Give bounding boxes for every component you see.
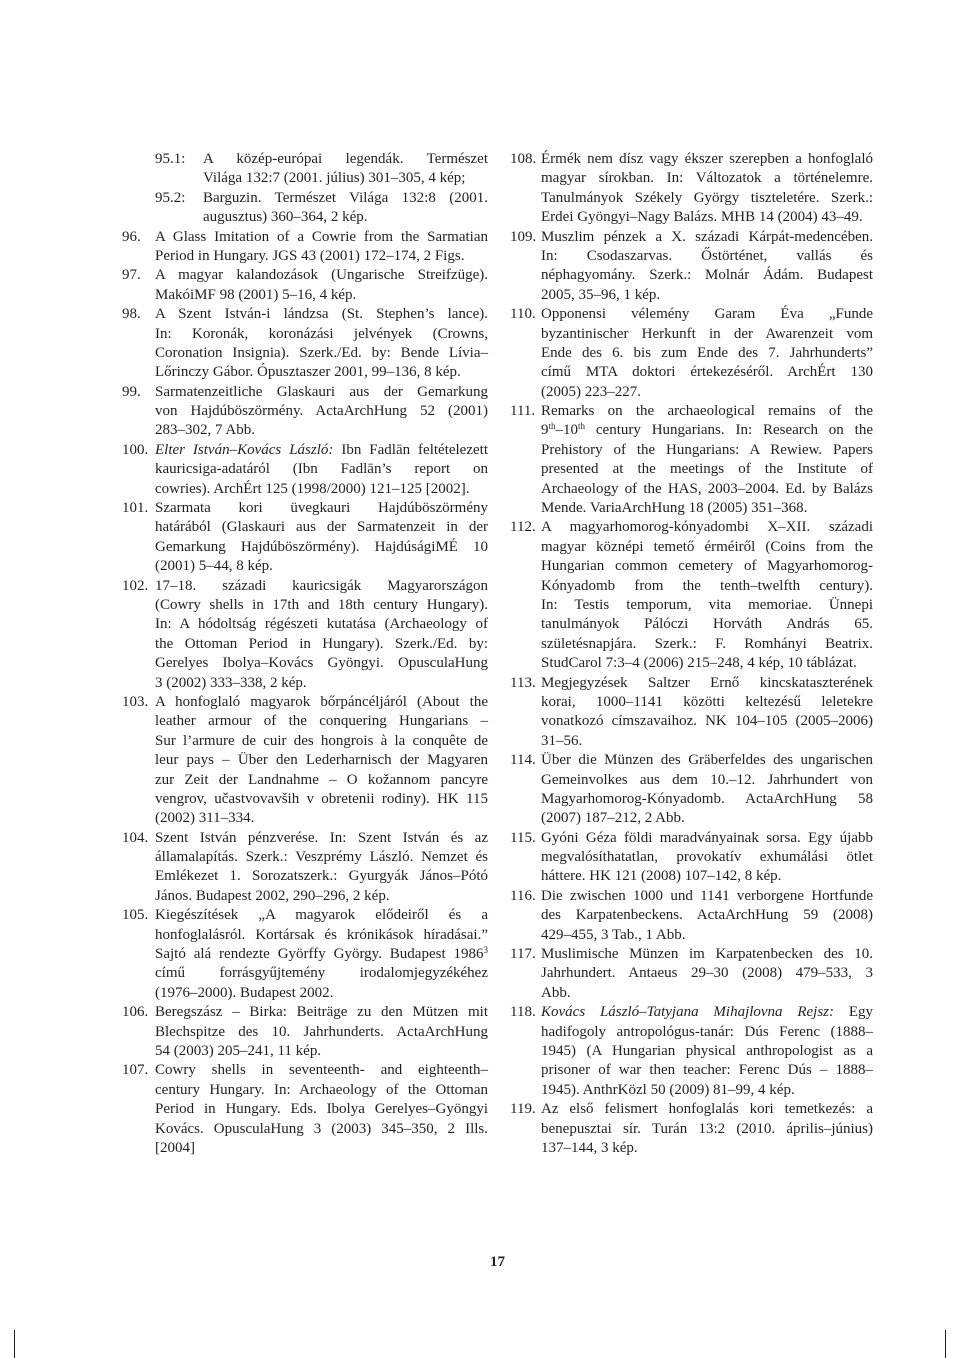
superscript: th [548,421,556,432]
entry-text [541,305,873,402]
entry-line: Beregszász – Birka: Beiträge zu den Mützen mit [155,1004,488,1021]
entry-line: Gemeinvolkes aus dem 10.–12. Jahrhundert von [541,771,873,788]
entry-line [155,945,488,964]
entry-line: A magyar kalandozások (Ungarische Streifzüge). [155,267,488,284]
entry-line: Erdei Gyöngyi–Nagy Balázs. MHB 14 (2004) 43–49. [541,209,863,226]
entry-line: augusztus) 360–364, 2 kép. [203,209,368,226]
entry-line: A Szent István-i lándzsa (St. Stephen’s lance). [155,306,488,323]
entry-line: Archaeology of the HAS, 2003–2004. Ed. by Balázs [541,480,873,497]
entry-number: 100. [122,441,149,458]
entry-line: cowries). ArchÉrt 125 (1998/2000) 121–125 [2002]. [155,480,470,497]
entry-text [541,1100,873,1158]
entry-line: Szent István pénzverése. In: Szent István és az [155,829,488,846]
entry-number: 117. [510,946,536,963]
bibliography-entry [510,674,873,752]
entry-line: Prehistory of the Hungarians: A Rewiew. Papers [541,441,873,458]
entry-line: Magyarhomorog-Kónyadomb. ActaArchHung 58 [541,790,873,807]
entry-line: Die zwischen 1000 und 1141 verborgene Hortfunde [541,887,873,904]
entry-number: 106. [122,1004,149,1021]
entry-text [155,1003,488,1061]
entry-line: the Ottoman Period in Hungary). Szerk./Ed. by: [155,635,488,652]
left-column [122,150,488,1158]
entry-line: Érmék nem dísz vagy ékszer szerepben a honfoglaló [541,151,873,167]
bibliography-entry [122,1061,488,1158]
entry-number: 107. [122,1062,149,1079]
entry-line: korai, 1000–1141 közötti keltezésű leletekre [541,693,873,710]
bibliography-entry [155,189,488,228]
entry-text [203,189,488,228]
entry-line: Jahrhundert. Antaeus 29–30 (2008) 479–533, 3 [541,965,873,982]
entry-line: 54 (2003) 205–241, 11 kép. [155,1042,322,1059]
text-run: 9 [541,422,549,439]
entry-line [155,441,488,460]
bibliography-entry [510,887,873,945]
entry-number: 97. [122,267,141,284]
entry-line: MakóiMF 98 (2001) 5–16, 4 kép. [155,286,357,303]
crop-mark [945,1330,946,1358]
entry-number: 118. [510,1004,536,1021]
entry-line: című forrásgyűjtemény irodalomjegyzékéhez [155,965,488,982]
entry-line: In: A hódoltság régészeti kutatása (Archaeology of [155,616,488,633]
entry-text [155,441,488,499]
bibliography-entry [510,1003,873,1100]
entry-line: leur pays – Über den Lederharnisch der Magyaren [155,752,488,769]
text-run: Egy [834,1004,873,1021]
entry-text [155,383,488,441]
entry-number: 101. [122,500,149,517]
entry-line: Sur l’armure de cuir des hongrois à la conquête de [155,732,488,749]
entry-text [155,305,488,383]
entry-line: 17–18. századi kauricsigák Magyarországon [155,577,488,594]
bibliography-entry [122,305,488,383]
entry-line: century Hungary. In: Archaeology of the Ottoman [155,1081,488,1098]
entry-text [541,518,873,673]
entry-line: Period in Hungary. Eds. Ibolya Gerelyes–Gyöngyi [155,1101,488,1118]
entry-line: államalapítás. Szerk.: Veszprémy László. Nemzet és [155,849,488,866]
entry-line: János. Budapest 2002, 290–296, 2 kép. [155,887,390,904]
entry-line: A közép-európai legendák. Természet [203,151,488,167]
bibliography-entry [155,150,488,189]
crop-mark [14,1330,15,1358]
entry-text [541,829,873,887]
entry-line: (2001) 5–44, 8 kép. [155,558,273,575]
entry-text [541,751,873,829]
entry-line: StudCarol 7:3–4 (2006) 215–248, 4 kép, 10 táblázat. [541,655,857,672]
entry-line: Blechspitze des 10. Jahrhunderts. ActaArchHung [155,1023,488,1040]
bibliography-entry [122,693,488,829]
entry-line: Gemarkung Hajdúböszörmény). HajdúságiMÉ 10 [155,538,488,555]
entry-number: 96. [122,228,141,245]
entry-line: néphagyomány. Szerk.: Molnár Ádám. Budapest [541,267,873,284]
entry-line: Az első felismert honfoglalás kori temetkezés: a [541,1101,873,1118]
entry-line: [2004] [155,1139,195,1156]
bibliography-entry [122,829,488,907]
entry-text [541,887,873,945]
text-run: Sajtó alá rendezte Györffy György. Budapest 1986 [155,946,484,963]
entry-line: Kónyadomb from the tenth–twelfth century). [541,577,873,594]
entry-line: háttere. HK 121 (2008) 107–142, 8 kép. [541,868,782,885]
entry-number: 111. [510,403,536,420]
entry-line: A Glass Imitation of a Cowrie from the Sarmatian [155,228,488,245]
bibliography-entry [510,228,873,306]
entry-line: (1976–2000). Budapest 2002. [155,984,334,1001]
entry-line: A honfoglaló magyarok bőrpáncéljáról (About the [155,693,488,710]
entry-number: 99. [122,383,141,400]
entry-line: 137–144, 3 kép. [541,1139,638,1156]
entry-line: tanulmányok Pálóczi Horváth András 65. [541,616,873,633]
bibliography-entry [122,441,488,499]
bibliography-entry [510,1100,873,1158]
entry-line: von Hajdúböszörmény. ActaArchHung 52 (2001) [155,403,488,420]
entry-line: leather armour of the conquering Hungarians – [155,713,488,730]
bibliography-entry [510,402,873,518]
bibliography-entry [510,150,873,228]
entry-line: Gerelyes Ibolya–Kovács Gyöngyi. OpusculaHung [155,655,488,672]
superscript: th [578,421,586,432]
entry-line: prisoner of war then teacher: Ferenc Dús – 1888– [541,1062,873,1079]
entry-number: 112. [510,519,536,536]
entry-line: 1945). AnthrKözl 50 (2009) 81–99, 4 kép. [541,1081,795,1098]
entry-number: 102. [122,577,149,594]
entry-text [155,228,488,267]
entry-line: 31–56. [541,732,583,749]
entry-text [541,1003,873,1100]
entry-number: 103. [122,693,149,710]
entry-line: Gyóni Géza földi maradványainak sorsa. Egy újabb [541,829,873,846]
entry-line: Mende. VariaArchHung 18 (2005) 351–368. [541,500,808,517]
entry-number: 109. [510,228,537,245]
entry-line: des Karpatenbeckens. ActaArchHung 59 (2008) [541,907,873,924]
entry-number: 104. [122,829,149,846]
bibliography-entry [510,751,873,829]
entry-line: Abb. [541,984,571,1001]
entry-line: Világa 132:7 (2001. július) 301–305, 4 kép; [203,170,466,187]
entry-line: zur Zeit der Landnahme – O kožannom pancyre [155,771,488,788]
bibliography-entry [122,383,488,441]
entry-text [155,266,488,305]
entry-line: Sarmatenzeitliche Glaskauri aus der Gemarkung [155,383,488,400]
entry-line: vonatkozó címszavaihoz. NK 104–105 (2005–2006) [541,713,873,730]
entry-line: (2007) 187–212, 2 Abb. [541,810,685,827]
superscript: 3 [483,945,488,956]
entry-line: (Cowry shells in 17th and 18th century Hungary). [155,596,488,613]
entry-text [155,829,488,907]
entry-number: 116. [510,887,536,904]
bibliography-entry [122,577,488,693]
bibliography-entry [122,499,488,577]
entry-text [541,402,873,518]
bibliography-entry [122,228,488,267]
entry-line: In: Csodaszarvas. Őstörténet, vallás és [541,247,873,264]
entry-line: vengrov, učastvovavših v obretenii rodiny). HK 115 [155,790,488,807]
entry-text [155,1061,488,1158]
entry-line: 283–302, 7 Abb. [155,422,256,439]
entry-line: 429–455, 3 Tab., 1 Abb. [541,926,686,943]
entry-number: 113. [510,674,536,691]
entry-text [541,674,873,752]
entry-number: 114. [510,752,536,769]
entry-line: Cowry shells in seventeenth- and eighteenth– [155,1062,488,1079]
entry-line: presented at the meetings of the Institute of [541,461,873,478]
entry-number: 119. [510,1101,536,1118]
page-number: 17 [490,1254,505,1270]
entry-line: 1945) (A Hungarian physical anthropologist as a [541,1042,873,1059]
entry-line: Coronation Insignia). Szerk./Ed. by: Bende Lívia– [155,344,488,361]
entry-line: 2005, 35–96, 1 kép. [541,286,661,303]
author-names: Kovács László–Tatyjana Mihajlovna Rejsz: [541,1004,835,1021]
entry-number: 98. [122,306,141,323]
entry-number: 95.2: [155,189,186,206]
bibliography-entry [122,266,488,305]
bibliography-entry [122,1003,488,1061]
entry-number: 105. [122,907,149,924]
text-run: Ibn Fadlān feltételezett [333,441,488,458]
entry-line: magyar sírokban. In: Változatok a történelemre. [541,170,873,187]
right-column [510,150,873,1158]
bibliography-entry [122,906,488,1003]
entry-text [541,150,873,228]
entry-line: Szarmata kori üvegkauri Hajdúböszörmény [155,500,488,517]
entry-line: benepusztai sír. Turán 13:2 (2010. április–június) [541,1120,873,1137]
entry-line: Muszlim pénzek a X. századi Kárpát-medencében. [541,228,873,245]
entry-text [155,577,488,693]
entry-line: Tanulmányok Székely György tiszteletére. Szerk.: [541,189,873,206]
entry-line: (2002) 311–334. [155,810,255,827]
entry-line: magyar köznépi temető érméiről (Coins from the [541,538,873,555]
entry-line: Ende des 6. bis zum Ende des 7. Jahrhunderts” [541,344,873,361]
sub-entry-list [155,150,488,228]
text-run: –10 [555,422,579,439]
author-names: Elter István–Kovács László: [155,441,334,458]
entry-line: (2005) 223–227. [541,383,641,400]
entry-line: Über die Münzen des Gräberfeldes des ungarischen [541,752,873,769]
entry-line: byzantinischer Herkunft in der Awarenzeit vom [541,325,873,342]
entry-line: Barguzin. Természet Világa 132:8 (2001. [203,189,488,206]
entry-line: születésnapjára. Szerk.: F. Romhányi Beatrix. [541,635,873,652]
entry-number: 95.1: [155,151,186,167]
entry-line: hadifogoly antropológus-tanár: Dús Ferenc (1888– [541,1023,873,1040]
entry-line: Opponensi vélemény Garam Éva „Funde [541,306,873,323]
entry-line: In: Testis temporum, vita memoriae. Ünnepi [541,596,873,613]
entry-line: című MTA doktori értekezéséről. ArchÉrt 130 [541,364,873,381]
entry-line: In: Koronák, koronázási jelvények (Crowns, [155,325,488,342]
entry-line: Lőrinczy Gábor. Ópusztaszer 2001, 99–136, 8 kép. [155,364,461,381]
entry-line: Kovács. OpusculaHung 3 (2003) 345–350, 2 Ills. [155,1120,488,1137]
entry-text [155,693,488,829]
bibliography-entry [510,945,873,1003]
entry-text [541,228,873,306]
entry-text [203,150,488,189]
entry-number: 115. [510,829,536,846]
bibliography-entry [510,305,873,402]
entry-number: 108. [510,151,537,167]
entry-text [155,499,488,577]
entry-line: honfoglalásról. Kortársak és krónikások híradásai.” [155,926,488,943]
entry-line: kauricsiga-adatáról (Ibn Fadlān’s report on [155,461,488,478]
entry-line: megvalósíthatatlan, provokatív exhumálási ötlet [541,849,873,866]
entry-line: határából (Glaskauri aus der Sarmatenzeit in der [155,519,488,536]
entry-list [510,150,873,1158]
entry-line [541,1003,873,1022]
entry-line: Kiegészítések „A magyarok elődeiről és a [155,907,488,924]
entry-line: Emlékezet 1. Sorozatszerk.: Gyurgyák János–Pótó [155,868,488,885]
entry-line: Muslimische Münzen im Karpatenbecken des 10. [541,946,873,963]
entry-line: Remarks on the archaeological remains of the [541,403,873,420]
entry-line: A magyarhomorog-kónyadombi X–XII. századi [541,519,873,536]
entry-line: Megjegyzések Saltzer Ernő kincskataszterének [541,674,873,691]
entry-line [541,421,873,440]
entry-line: 3 (2002) 333–338, 2 kép. [155,674,307,691]
text-run: century Hungarians. In: Research on the [585,422,873,439]
bibliography-entry [510,518,873,673]
entry-text [541,945,873,1003]
entry-line: Period in Hungary. JGS 43 (2001) 172–174, 2 Figs. [155,247,465,264]
entry-number: 110. [510,306,536,323]
entry-text [155,906,488,1003]
entry-line: Hungarian common cemetery of Magyarhomorog- [541,558,873,575]
bibliography-entry [510,829,873,887]
entry-list [122,228,488,1159]
